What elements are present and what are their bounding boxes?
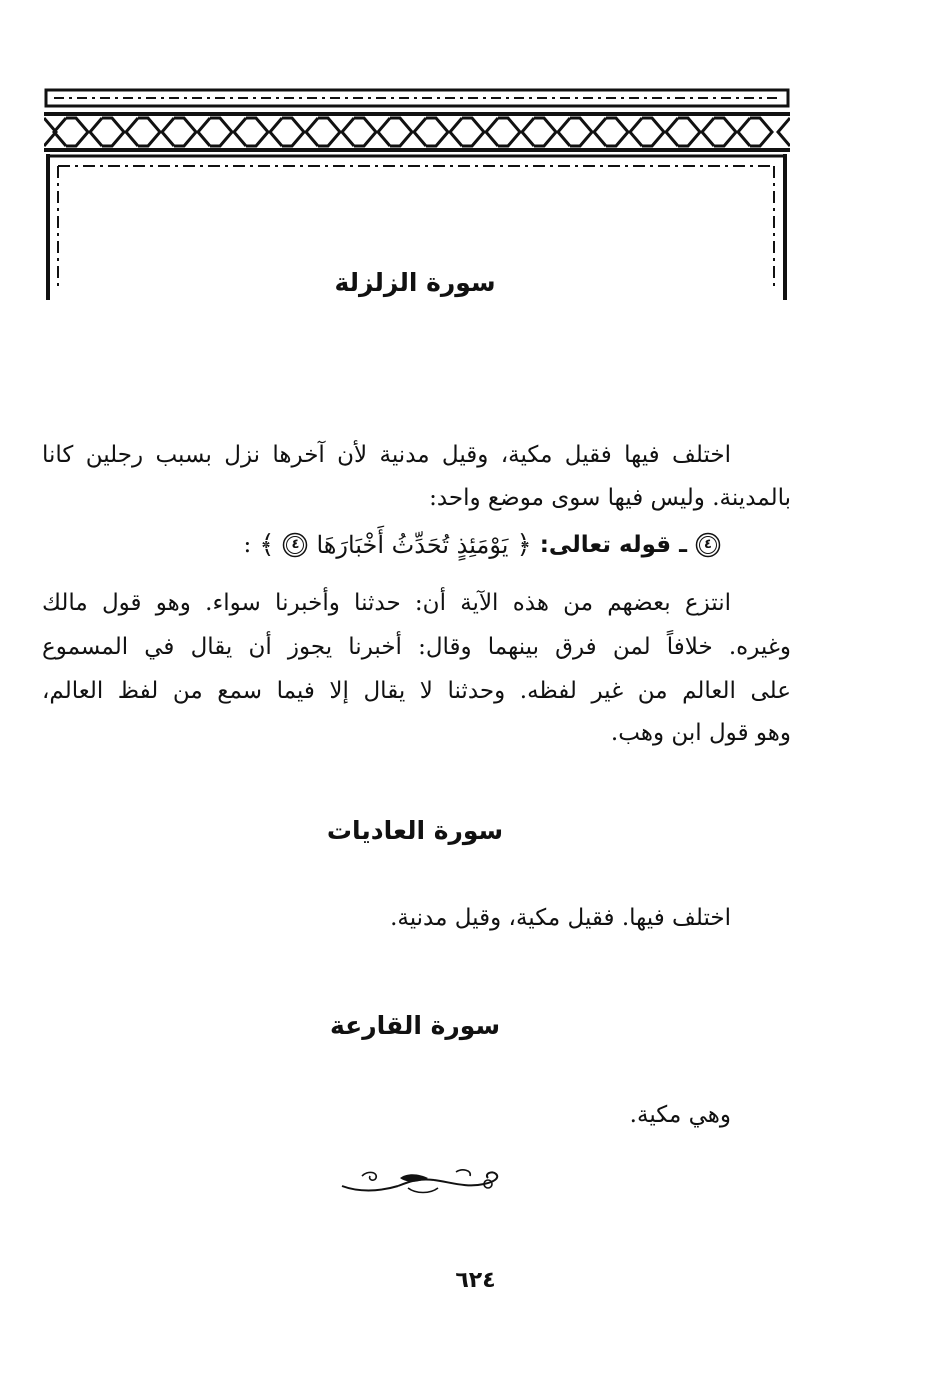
page-number: ٦٢٤ xyxy=(455,1268,496,1293)
paragraph-line: وهي مكية. xyxy=(629,1102,731,1128)
surah-title-qariah: سورة القارعة xyxy=(329,1011,501,1040)
surah-title-adiyat: سورة العاديات xyxy=(326,816,504,845)
quran-verse-text: يَوْمَئِذٍ تُحَدِّثُ أَخْبَارَهَا xyxy=(316,531,509,559)
verse-colon: : xyxy=(243,532,252,558)
ayah-marker-number: ٤ xyxy=(704,537,712,552)
verse-open-bracket: ﴿ xyxy=(516,530,532,560)
paragraph-line: اختلف فيها فقيل مكية، وقيل مدنية لأن آخرها نزل بسبب رجلين كانا xyxy=(42,442,731,468)
ayah-marker xyxy=(695,532,721,558)
verse-number: ٤ xyxy=(291,537,300,552)
verse-citation xyxy=(243,530,721,560)
surah-title-zalzala: سورة الزلزلة xyxy=(334,268,496,297)
commentary-line: انتزع بعضهم من هذه الآية أن: حدثنا وأخبرنا سواء. وهو قول مالك xyxy=(42,590,731,616)
paragraph-line: بالمدينة. وليس فيها سوى موضع واحد: xyxy=(429,485,791,511)
commentary-line: وهو قول ابن وهب. xyxy=(610,720,791,746)
divider-ornament xyxy=(338,1166,504,1198)
verse-close-bracket: ﴾ xyxy=(259,530,275,560)
paragraph-line: اختلف فيها. فقيل مكية، وقيل مدنية. xyxy=(390,905,731,931)
commentary-line: وغيره. خلافاً لمن فرق بينهما وقال: أخبرنا يجوز أن يقال في المسموع xyxy=(42,634,791,660)
verse-intro: ـ قوله تعالى: xyxy=(539,532,687,558)
commentary-line: على العالم من غير لفظه. وحدثنا لا يقال إلا فيما سمع من لفظ العالم، xyxy=(42,678,791,704)
verse-number-marker xyxy=(282,532,308,558)
